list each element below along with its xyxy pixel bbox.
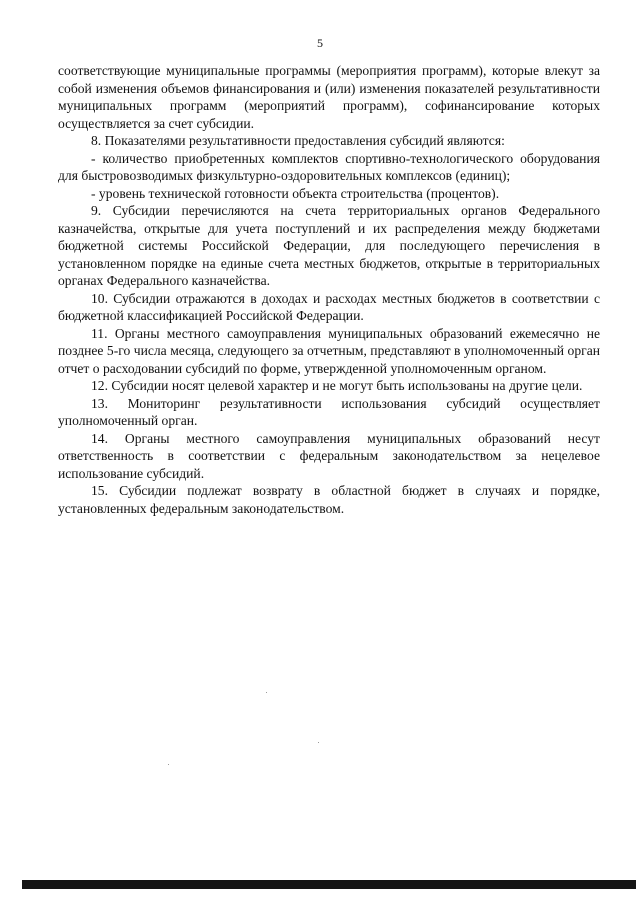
paragraph-item-13: 13. Мониторинг результативности использования субсидий осуществляет уполномоченный орган. (58, 395, 600, 428)
paragraph-item-8-bullet-2: - уровень технической готовности объекта строительства (процентов). (91, 185, 500, 201)
paragraph-item-15: 15. Субсидии подлежат возврату в областной бюджет в случаях и порядке, установленных федеральным законодательством. (58, 483, 600, 516)
paragraph-item-11: 11. Органы местного самоуправления муниципальных образований ежемесячно не позднее 5-го числа месяца, следующего за отчетным, представляют в уполномоченный орган отчет о расходовании субсидий по форме, утвержденной уполномоченным органом. (58, 325, 600, 376)
paragraph-item-8: 8. Показателями результативности предоставления субсидий являются: (91, 133, 505, 148)
document-body (58, 62, 600, 517)
paragraph-continuation: соответствующие муниципальные программы (мероприятия программ), которые влекут за собой изменения объемов финансирования и (или) изменения показателей результативности муниципальных программ (мероприятий программ), софинансирование которых осуществляется за счет субсидии. (58, 63, 600, 131)
paragraph-item-9: 9. Субсидии перечисляются на счета территориальных органов Федерального казначейства, открытые для учета поступлений и их распределения между бюджетами бюджетной системы Российской Федерации, для последующего перечисления в установленном порядке на единые счета местных бюджетов, открытые в территориальных органах Федерального казначейства. (58, 203, 600, 288)
scan-speck (266, 692, 267, 693)
paragraph-item-14: 14. Органы местного самоуправления муниципальных образований несут ответственность в соответствии с федеральным законодательством за нецелевое использование субсидий. (58, 430, 600, 481)
page-number: 5 (317, 36, 323, 50)
scan-speck (318, 742, 319, 743)
paragraph-item-12: 12. Субсидии носят целевой характер и не могут быть использованы на другие цели. (91, 378, 583, 393)
scan-speck (168, 764, 169, 765)
paragraph-item-8-bullet-1: - количество приобретенных комплектов спортивно-технологического оборудования для быстровозводимых физкультурно-оздоровительных комплексов (единиц); (58, 150, 600, 183)
paragraph-item-10: 10. Субсидии отражаются в доходах и расходах местных бюджетов в соответствии с бюджетной классификацией Российской Федерации. (58, 290, 600, 323)
scan-edge-bar (22, 880, 636, 889)
